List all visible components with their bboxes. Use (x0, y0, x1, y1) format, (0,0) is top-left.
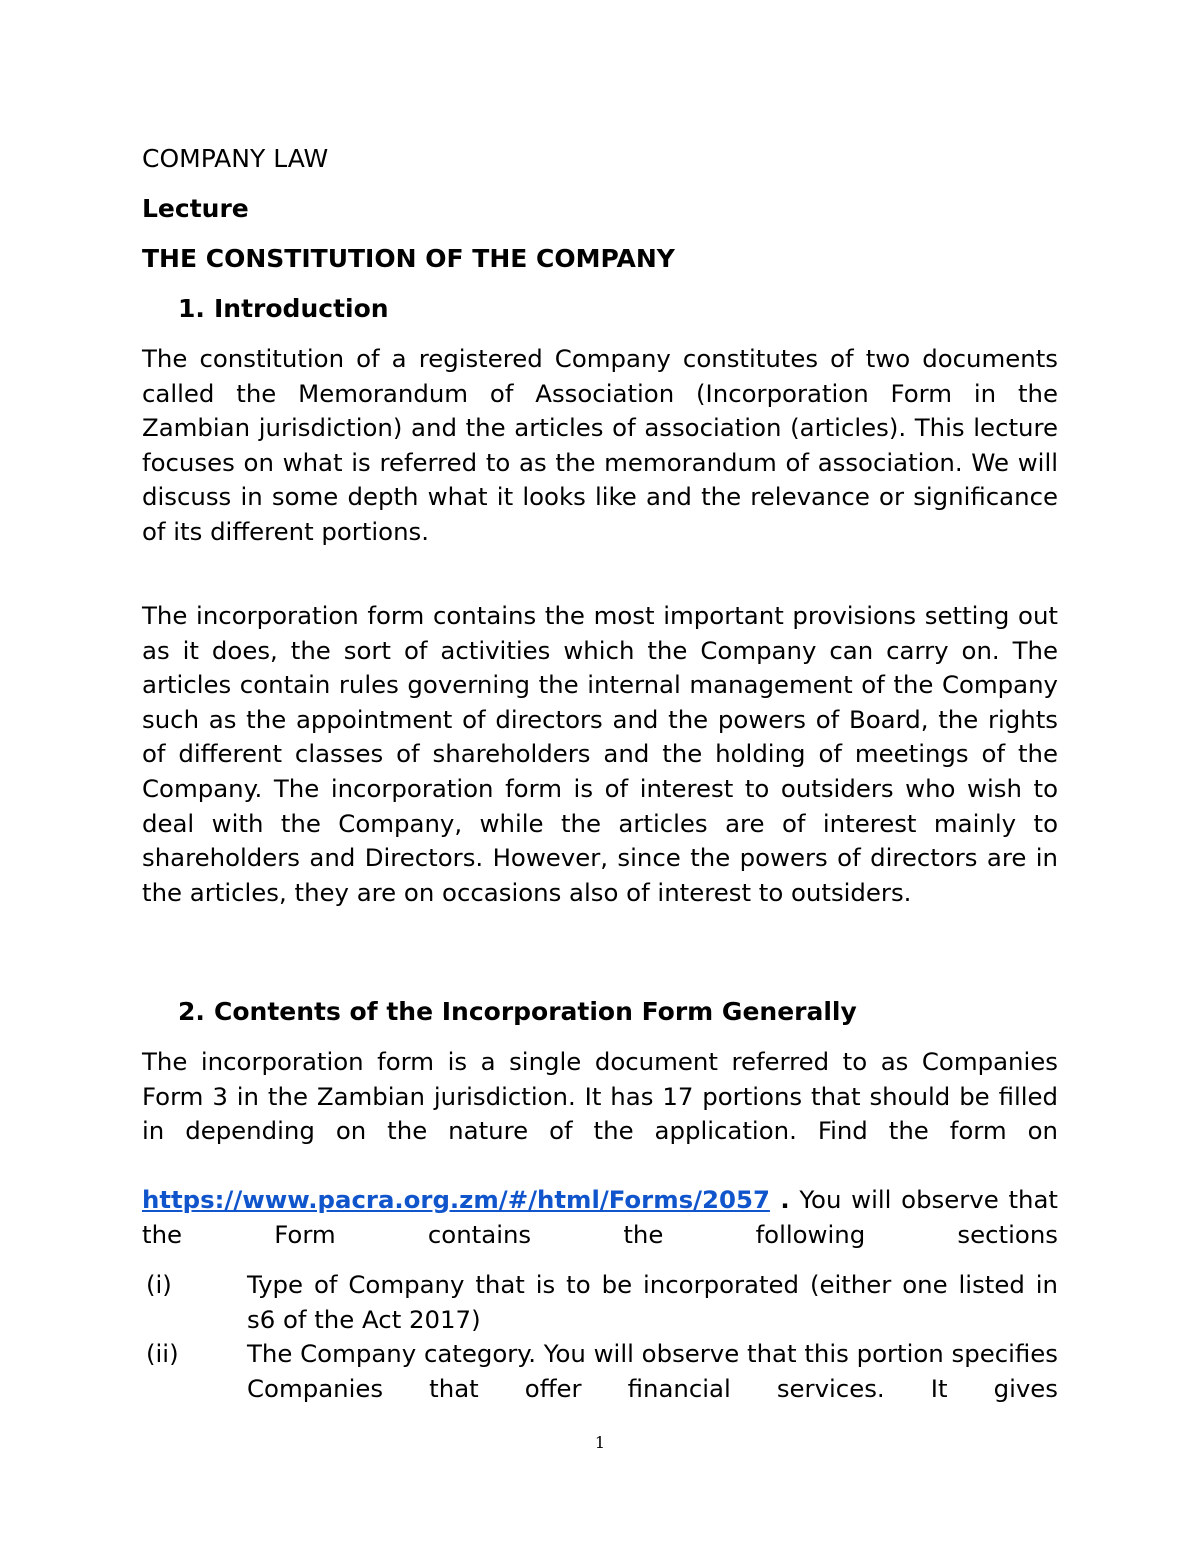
contents-paragraph-after-link: You will observe that the Form contains the following sections (142, 1185, 1058, 1249)
contents-paragraph-text: The incorporation form is a single document referred to as Companies Form 3 in the Zambian jurisdiction. It has 17 portions that should be filled in depending on the nature of the application. Find the form on (142, 1047, 1058, 1146)
section-title: Introduction (214, 294, 389, 323)
lecture-label: Lecture (142, 194, 249, 223)
list-item-text: Type of Company that is to be incorporated (either one listed in s6 of the Act 2017) (247, 1270, 1058, 1334)
link-line (142, 1183, 1058, 1252)
section-number: 1. (178, 294, 205, 323)
list-marker: (ii) (146, 1339, 179, 1368)
section-heading-contents (178, 995, 857, 1029)
section-title: Contents of the Incorporation Form Generally (214, 997, 857, 1026)
intro-paragraph-2: The incorporation form contains the most important provisions setting out as it does, the sort of activities which the Company can carry on. The articles contain rules governing the internal management of the Company such as the appointment of directors and the powers of Board, the rights of different classes of shareholders and the holding of meetings of the Company. The incorporation form is of interest to outsiders who wish to deal with the Company, while the articles are of interest mainly to shareholders and Directors. However, since the powers of directors are in the articles, they are on occasions also of interest to outsiders. (142, 601, 1058, 907)
link-suffix: . (769, 1185, 790, 1214)
section-number: 2. (178, 997, 205, 1026)
intro-paragraph-1: The constitution of a registered Company constitutes of two documents called the Memorandum of Association (Incorporation Form in the Zambian jurisdiction) and the articles of association (articles). This lecture focuses on what is referred to as the memorandum of association. We will discuss in some depth what it looks like and the relevance or significance of its different portions. (142, 344, 1058, 546)
list-marker: (i) (146, 1270, 172, 1299)
page-number: 1 (594, 1433, 606, 1452)
document-heading: THE CONSTITUTION OF THE COMPANY (142, 244, 675, 273)
list-item-text: The Company category. You will observe that this portion specifies Companies that offer financial services. It gives (247, 1339, 1058, 1403)
course-title: COMPANY LAW (142, 144, 329, 173)
section-heading-introduction (178, 292, 389, 326)
pacra-forms-link[interactable]: https://www.pacra.org.zm/#/html/Forms/2057 (142, 1185, 770, 1214)
contents-paragraph (142, 1045, 1058, 1149)
